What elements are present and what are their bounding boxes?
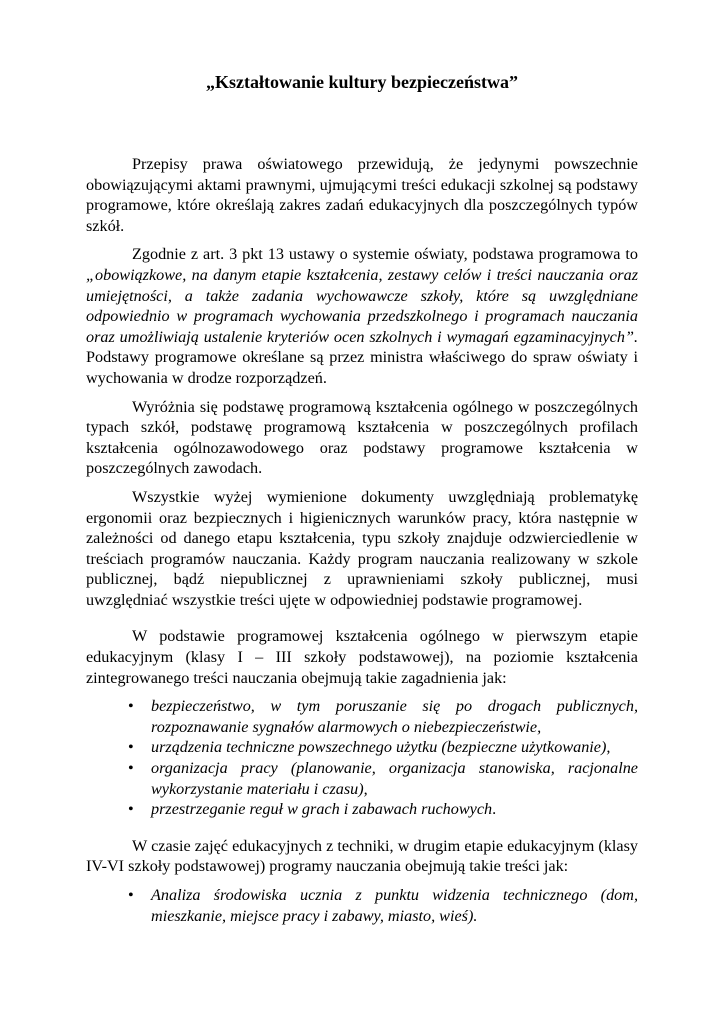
paragraph-2 xyxy=(86,244,638,388)
bullet-icon: • xyxy=(128,800,134,819)
bullet-list-2 xyxy=(86,885,638,926)
list-item: • Analiza środowiska ucznia z punktu widzenia technicznego (dom, mieszkanie, miejsce pracy i zabawy, miasto, wieś). xyxy=(128,886,638,925)
list-item: • bezpieczeństwo, w tym poruszanie się po drogach publicznych, rozpoznawanie sygnałów alarmowych o niebezpieczeństwie, xyxy=(128,697,638,736)
list-item: • przestrzeganie reguł w grach i zabawach ruchowych. xyxy=(128,800,497,819)
paragraph-3: Wyróżnia się podstawę programową kształcenia ogólnego w poszczególnych typach szkół, podstawę programową kształcenia w poszczególnych profilach kształcenia ogólnozawodowego oraz podstawy programowe kształcenia w poszczególnych zawodach. xyxy=(86,397,638,478)
bullet-icon: • xyxy=(128,886,134,904)
paragraph-1: Przepisy prawa oświatowego przewidują, że jedynymi powszechnie obowiązującymi aktami prawnymi, ujmującymi treści edukacji szkolnej są podstawy programowe, które określają zakres zadań edukacyjnych dla poszczególnych typów szkół. xyxy=(86,155,638,235)
list-item: • organizacja pracy (planowanie, organizacja stanowiska, racjonalne wykorzystanie materiału i czasu), xyxy=(128,759,638,798)
bullet-icon: • xyxy=(128,697,134,716)
paragraph-5: W podstawie programowej kształcenia ogólnego w pierwszym etapie edukacyjnym (klasy I – III szkoły podstawowej), na poziomie kształcenia zintegrowanego treści nauczania obejmują takie zagadnienia jak: xyxy=(86,627,638,687)
paragraph-2-tail: Podstawy programowe określane są przez ministra właściwego do spraw oświaty i wychowania w drodze rozporządzeń. xyxy=(86,348,638,387)
paragraph-2-quote: „obowiązkowe, na danym etapie kształcenia, zestawy celów i treści nauczania oraz umiejętności, a także zadania wychowawcze szkoły, które są uwzględniane odpowiednio w programach wychowania przedszkolnego i programach nauczania oraz umożliwiają ustalenie kryteriów ocen szkolnych i wymagań egzaminacyjnych”. xyxy=(86,265,638,346)
bullet-icon: • xyxy=(128,759,134,778)
document-body xyxy=(86,154,638,934)
paragraph-2-lead: Zgodnie z art. 3 pkt 13 ustawy o systemie oświaty, podstawa programowa to xyxy=(132,245,638,264)
document-title: „Kształtowanie kultury bezpieczeństwa” xyxy=(206,72,518,92)
paragraph-6: W czasie zajęć edukacyjnych z techniki, w drugim etapie edukacyjnym (klasy IV-VI szkoły podstawowej) programy nauczania obejmują takie treści jak: xyxy=(86,836,638,876)
bullet-list-1 xyxy=(86,696,638,820)
paragraph-4: Wszystkie wyżej wymienione dokumenty uwzględniają problematykę ergonomii oraz bezpiecznych i higienicznych warunków pracy, która następnie w zależności od danego etapu kształcenia, typu szkoły znajduje odzwierciedlenie w treściach programów nauczania. Każdy program nauczania realizowany w szkole publicznej, bądź niepublicznej z uprawnieniami szkoły publicznej, musi uwzględniać wszystkie treści ujęte w odpowiedniej podstawie programowej. xyxy=(86,487,638,609)
list-item: • urządzenia techniczne powszechnego użytku (bezpieczne użytkowanie), xyxy=(128,738,611,757)
bullet-icon: • xyxy=(128,738,134,757)
